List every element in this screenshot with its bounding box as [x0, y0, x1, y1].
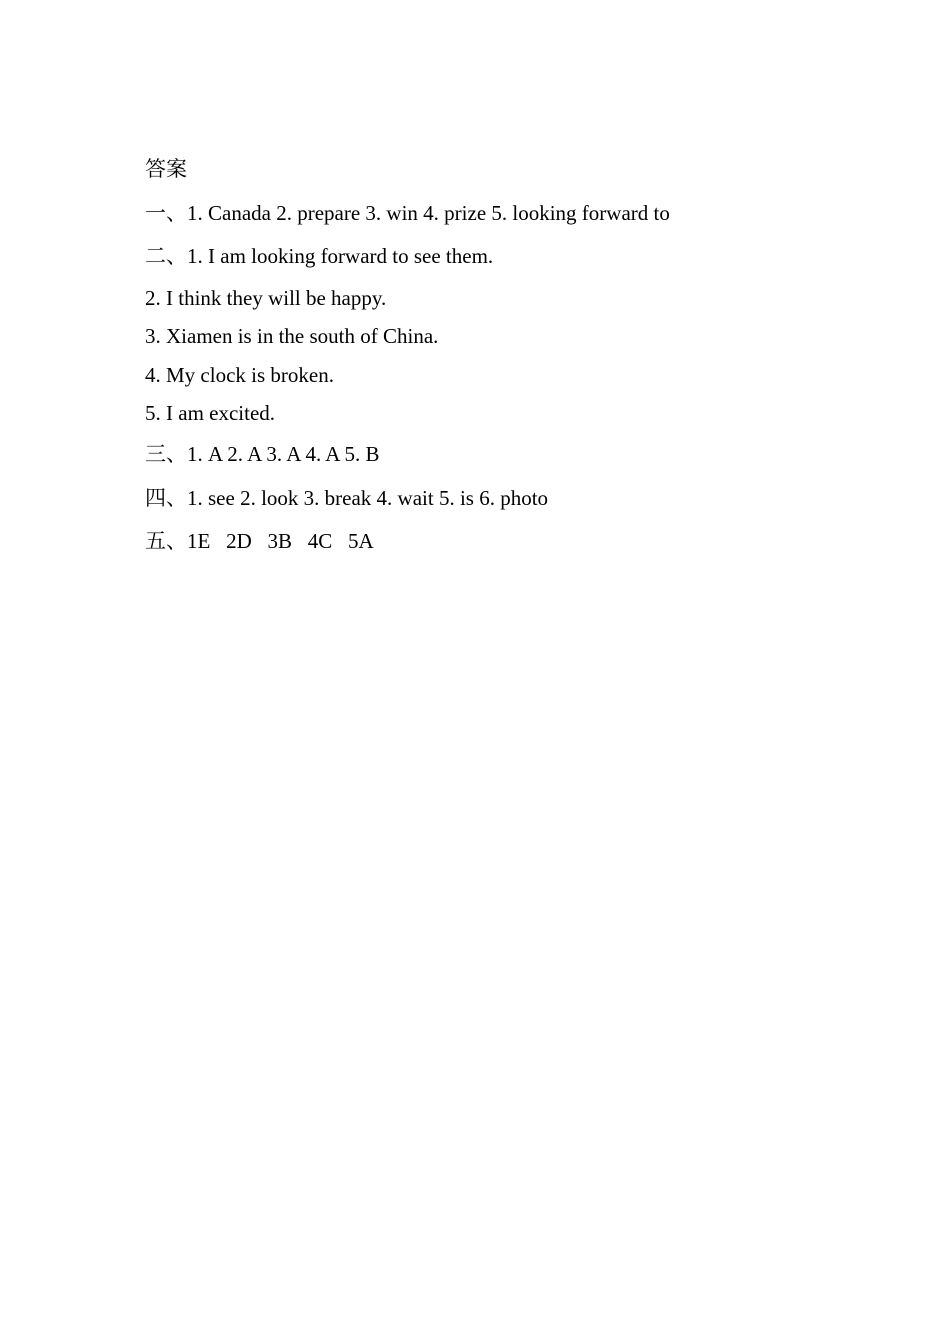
section-5-answers: 五、1E 2D 3B 4C 5A [145, 529, 374, 553]
answer-title: 答案 [145, 157, 187, 181]
section-2-answer-1: 二、1. I am looking forward to see them. [145, 244, 494, 268]
section-2-answer-5: 5. I am excited. [145, 401, 276, 425]
section-2-answer-3: 3. Xiamen is in the south of China. [145, 324, 439, 348]
section-2-answer-4: 4. My clock is broken. [145, 363, 334, 387]
section-4-answers: 四、1. see 2. look 3. break 4. wait 5. is 6. photo [145, 486, 549, 510]
section-2-answer-2: 2. I think they will be happy. [145, 286, 387, 310]
section-3-answers: 三、1. A 2. A 3. A 4. A 5. B [145, 442, 380, 466]
section-1-answers: 一、1. Canada 2. prepare 3. win 4. prize 5. looking forward to [145, 201, 670, 225]
